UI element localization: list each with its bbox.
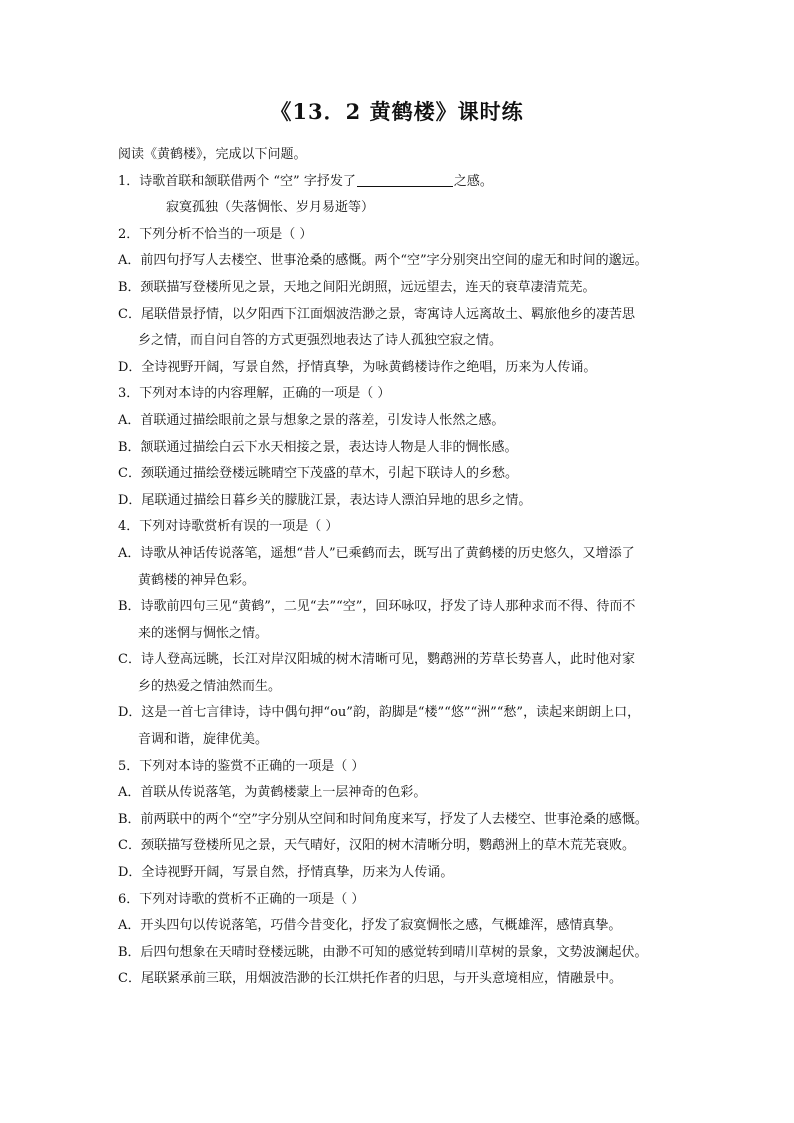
question-2-option-c-cont: 乡之情，而自问自答的方式更强烈地表达了诗人孤独空寂之情。 — [138, 333, 503, 349]
question-6-stem: 6．下列对诗歌的赏析不正确的一项是（ ） — [118, 891, 365, 907]
question-6-option-a: A．开头四句以传说落笔，巧借今昔变化，抒发了寂寞惆怅之感，气概雄浑，感情真挚。 — [118, 918, 622, 934]
question-6-option-b: B．后四句想象在天晴时登楼远眺，由渺不可知的感觉转到晴川草树的景象，文势波澜起伏。 — [118, 944, 648, 960]
question-4-option-d-cont: 音调和谐，旋律优美。 — [138, 732, 269, 748]
question-4-option-b: B．诗歌前四句三见“黄鹤”，二见“去”“空”，回环咏叹，抒发了诗人那种求而不得、待而不 — [118, 599, 636, 615]
question-2-option-a: A．前四句抒写人去楼空、世事沧桑的感慨。两个“空”字分别突出空间的虚无和时间的邈远。 — [118, 253, 648, 269]
question-2-stem: 2．下列分析不恰当的一项是（ ） — [118, 226, 313, 242]
question-2-option-c: C．尾联借景抒情，以夕阳西下江面烟波浩渺之景，寄寓诗人远离故土、羁旅他乡的凄苦思 — [118, 306, 635, 322]
question-3-option-c: C．颈联通过描绘登楼远眺晴空下茂盛的草木，引起下联诗人的乡愁。 — [118, 466, 518, 482]
page-title: 《13．2 黄鹤楼》课时练 — [270, 99, 524, 124]
question-4-stem: 4．下列对诗歌赏析有误的一项是（ ） — [118, 519, 339, 535]
question-4-option-a: A．诗歌从神话传说落笔，遥想“昔人”已乘鹤而去，既写出了黄鹤楼的历史悠久，又增添了 — [118, 545, 635, 561]
question-1-answer: 寂寞孤独（失落惆怅、岁月易逝等） — [166, 200, 375, 216]
question-2-option-b: B．颈联描写登楼所见之景，天地之间阳光朗照，远远望去，连天的衰草凄清荒芜。 — [118, 279, 596, 295]
question-5-option-d: D．全诗视野开阔，写景自然，抒情真挚，历来为人传诵。 — [118, 865, 454, 881]
question-5-option-c: C．颈联描写登楼所见之景，天气晴好，汉阳的树木清晰分明，鹦鹉洲上的草木荒芜衰败。 — [118, 838, 635, 854]
question-1 — [118, 169, 684, 196]
document-body — [118, 142, 684, 993]
question-5-stem: 5．下列对本诗的鉴赏不正确的一项是（ ） — [118, 758, 365, 774]
question-6-option-c: C．尾联紧承前三联，用烟波浩渺的长江烘托作者的归思，与开头意境相应，情融景中。 — [118, 971, 622, 987]
question-3-stem: 3．下列对本诗的内容理解，正确的一项是（ ） — [118, 386, 391, 402]
question-2-option-d: D．全诗视野开阔，写景自然，抒情真挚，为咏黄鹤楼诗作之绝唱，历来为人传诵。 — [118, 359, 597, 375]
question-5-option-a: A．首联从传说落笔，为黄鹤楼蒙上一层神奇的色彩。 — [118, 785, 427, 801]
intro-text: 阅读《黄鹤楼》，完成以下问题。 — [118, 147, 307, 162]
question-4-option-c-cont: 乡的热爱之情油然而生。 — [138, 678, 282, 694]
question-4-option-b-cont: 来的迷惘与惆怅之情。 — [138, 625, 269, 641]
answer-blank[interactable] — [357, 172, 453, 187]
question-3-option-d: D．尾联通过描绘日暮乡关的朦胧江景，表达诗人漂泊异地的思乡之情。 — [118, 492, 532, 508]
question-1-stem: 1．诗歌首联和颔联借两个 “空” 字抒发了 — [118, 173, 356, 189]
question-4-option-a-cont: 黄鹤楼的神异色彩。 — [138, 572, 256, 588]
question-3-option-b: B．颔联通过描绘白云下水天相接之景，表达诗人物是人非的惆怅感。 — [118, 439, 518, 455]
question-4-option-d: D．这是一首七言律诗，诗中偶句押“ou”韵，韵脚是“楼”“悠”“洲”“愁”，读起来朗朗上口， — [118, 705, 641, 721]
question-5-option-b: B．前两联中的两个“空”字分别从空间和时间角度来写，抒发了人去楼空、世事沧桑的感慨。 — [118, 811, 648, 827]
question-4-option-c: C．诗人登高远眺，长江对岸汉阳城的树木清晰可见，鹦鹉洲的芳草长势喜人，此时他对家 — [118, 652, 635, 668]
question-1-stem-end: 之感。 — [453, 173, 493, 189]
question-3-option-a: A．首联通过描绘眼前之景与想象之景的落差，引发诗人怅然之感。 — [118, 412, 505, 428]
